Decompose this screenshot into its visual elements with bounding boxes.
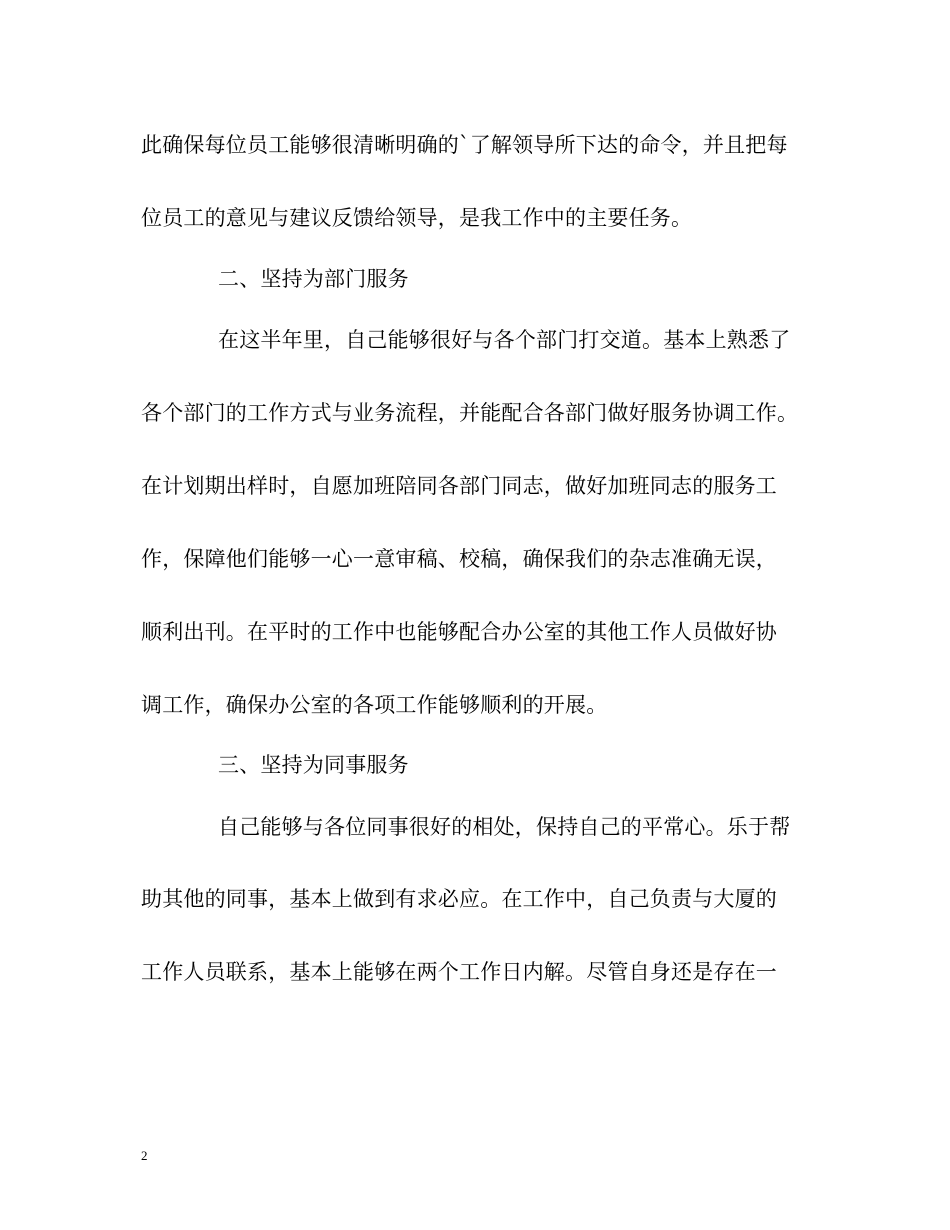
section-heading: 三、坚持为同事服务: [218, 753, 409, 777]
body-text-line: 顺利出刊。在平时的工作中也能够配合办公室的其他工作人员做好协: [141, 620, 777, 644]
body-text-line: 调工作，确保办公室的各项工作能够顺利的开展。: [141, 693, 608, 717]
section-heading: 二、坚持为部门服务: [218, 267, 409, 291]
paragraph-first-line: 在这半年里，自己能够很好与各个部门打交道。基本上熟悉了: [218, 328, 791, 352]
body-text-line: 工作人员联系，基本上能够在两个工作日内解。尽管自身还是存在一: [141, 960, 777, 984]
paragraph-first-line: 自己能够与各位同事很好的相处，保持自己的平常心。乐于帮: [218, 815, 791, 839]
body-text-line: 作，保障他们能够一心一意审稿、校稿，确保我们的杂志准确无误，: [141, 547, 777, 571]
body-text-line: 助其他的同事，基本上做到有求必应。在工作中，自己负责与大厦的: [141, 887, 777, 911]
body-text-line: 此确保每位员工能够很清晰明确的`了解领导所下达的命令，并且把每: [141, 133, 788, 157]
body-text-line: 位员工的意见与建议反馈给领导，是我工作中的主要任务。: [141, 206, 693, 230]
page-number: 2: [141, 1148, 148, 1163]
body-text-line: 各个部门的工作方式与业务流程，并能配合各部门做好服务协调工作。: [141, 401, 799, 425]
body-text-line: 在计划期出样时，自愿加班陪同各部门同志，做好加班同志的服务工: [141, 474, 777, 498]
